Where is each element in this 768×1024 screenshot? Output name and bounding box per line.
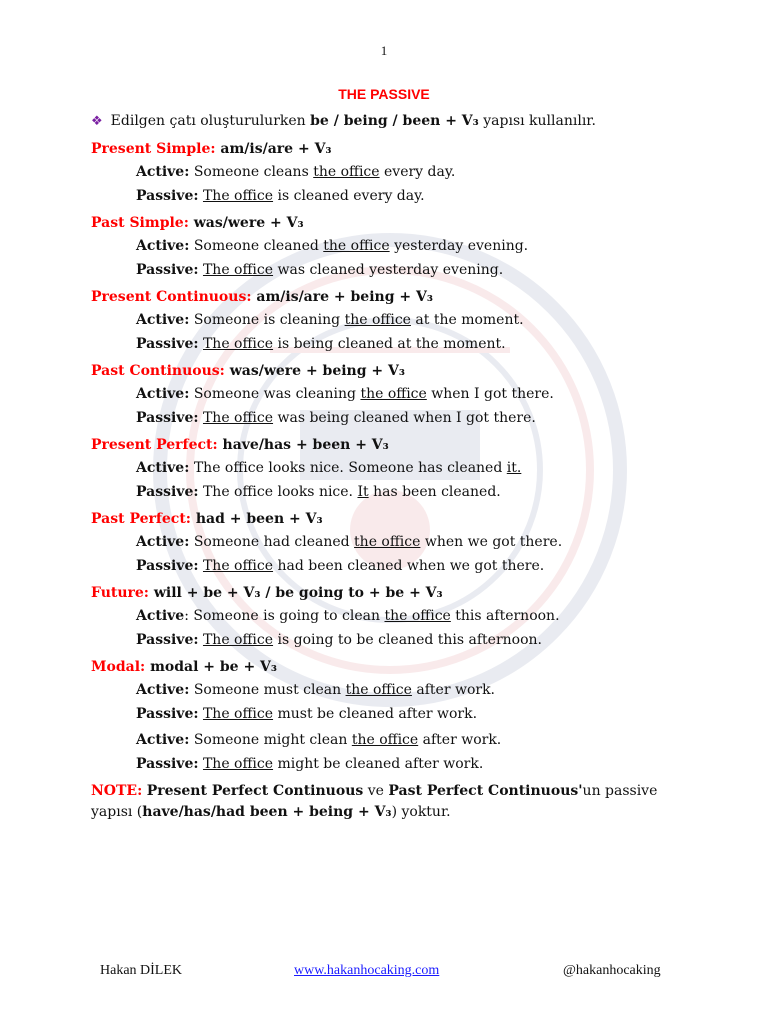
example-label: Passive: bbox=[136, 187, 199, 204]
section-label: Future: bbox=[91, 585, 149, 601]
section-heading bbox=[91, 285, 691, 309]
example-label: Active: bbox=[136, 534, 190, 550]
page-number: 1 bbox=[380, 43, 388, 58]
example-underlined-subject: It bbox=[357, 483, 369, 500]
section-heading bbox=[91, 507, 691, 531]
note-label: NOTE: bbox=[91, 783, 143, 799]
example-underlined-subject: The office bbox=[202, 187, 274, 204]
example-text-after: is cleaned every day. bbox=[273, 187, 425, 204]
example-underlined-subject: The office bbox=[202, 409, 274, 426]
example-text-before: Someone is cleaning bbox=[189, 312, 345, 328]
example-text-after: this afternoon. bbox=[450, 608, 560, 624]
example-sentence bbox=[136, 309, 691, 333]
example-label: Active: bbox=[136, 312, 190, 328]
section-heading bbox=[91, 655, 691, 679]
example-sentence bbox=[136, 555, 691, 579]
example-label: Active: bbox=[136, 732, 190, 748]
example-underlined-subject: it. bbox=[506, 460, 522, 476]
section-label: Past Continuous: bbox=[91, 363, 225, 379]
note-term-1: Present Perfect Continuous bbox=[146, 783, 364, 799]
example-sentence bbox=[136, 161, 691, 185]
example-text-after: when we got there. bbox=[420, 534, 563, 550]
section-heading bbox=[91, 359, 691, 383]
intro-formula: be / being / been + V₃ bbox=[310, 113, 479, 129]
example-sentence bbox=[136, 481, 691, 505]
example-sentence bbox=[136, 703, 691, 727]
example-label: Passive: bbox=[136, 557, 199, 574]
example-underlined-subject: The office bbox=[202, 755, 274, 772]
example-sentence bbox=[136, 679, 691, 703]
example-text-after: yesterday evening. bbox=[389, 238, 529, 254]
example-sentence bbox=[136, 259, 691, 283]
note-formula: have/has/had been + being + V₃ bbox=[142, 804, 392, 820]
example-text-after: is going to be cleaned this afternoon. bbox=[273, 631, 542, 648]
tense-section bbox=[91, 285, 691, 356]
section-formula: modal + be + V₃ bbox=[150, 659, 278, 675]
section-formula: had + been + V₃ bbox=[195, 511, 323, 527]
section-formula: was/were + V₃ bbox=[193, 215, 304, 231]
example-text-after: had been cleaned when we got there. bbox=[273, 557, 545, 574]
note-paragraph bbox=[91, 781, 691, 823]
section-label: Past Simple: bbox=[91, 215, 189, 231]
example-underlined-subject: The office bbox=[202, 335, 274, 352]
section-label: Present Continuous: bbox=[91, 289, 252, 305]
example-label: Active: bbox=[136, 460, 190, 476]
footer-website-link[interactable]: www.hakanhocaking.com bbox=[294, 963, 440, 978]
example-sentence bbox=[136, 729, 691, 753]
tense-section bbox=[91, 137, 691, 208]
example-sentence bbox=[136, 383, 691, 407]
section-label: Present Perfect: bbox=[91, 437, 218, 453]
example-label: Passive: bbox=[136, 705, 199, 722]
tense-sections bbox=[91, 137, 691, 823]
example-text-before: Someone was cleaning bbox=[189, 386, 361, 402]
example-label: Passive: bbox=[136, 483, 199, 500]
diamond-bullet-icon: ❖ bbox=[91, 114, 103, 129]
section-label: Present Simple: bbox=[91, 141, 216, 157]
example-text-after: was cleaned yesterday evening. bbox=[273, 261, 504, 278]
section-heading bbox=[91, 433, 691, 457]
tense-section bbox=[91, 507, 691, 578]
example-sentence bbox=[136, 333, 691, 357]
section-formula: have/has + been + V₃ bbox=[222, 437, 389, 453]
example-sentence bbox=[136, 531, 691, 555]
section-formula: am/is/are + being + V₃ bbox=[256, 289, 433, 305]
section-heading bbox=[91, 581, 691, 605]
tense-section bbox=[91, 359, 691, 430]
tense-section bbox=[91, 211, 691, 282]
example-sentence bbox=[136, 185, 691, 209]
footer-author: Hakan DİLEK bbox=[100, 963, 183, 978]
tense-section bbox=[91, 433, 691, 504]
example-underlined-subject: the office bbox=[360, 386, 427, 402]
page-title: THE PASSIVE bbox=[338, 86, 430, 102]
example-text-after: after work. bbox=[411, 682, 496, 698]
example-label: Passive: bbox=[136, 409, 199, 426]
example-text-after: might be cleaned after work. bbox=[273, 755, 484, 772]
note-text-after: un passive yapısı ( bbox=[91, 783, 658, 820]
example-text-before: Someone might clean bbox=[189, 732, 352, 748]
example-text-after: must be cleaned after work. bbox=[273, 705, 478, 722]
example-sentence bbox=[136, 235, 691, 259]
example-sentence bbox=[136, 753, 691, 777]
section-heading bbox=[91, 211, 691, 235]
example-sentence bbox=[136, 457, 691, 481]
example-underlined-subject: The office bbox=[202, 557, 274, 574]
example-underlined-subject: The office bbox=[202, 705, 274, 722]
example-label: Active: bbox=[136, 682, 190, 698]
example-text-before: Someone must clean bbox=[189, 682, 346, 698]
example-text-before: Someone cleaned bbox=[189, 238, 324, 254]
tense-section bbox=[91, 581, 691, 652]
example-sentence bbox=[136, 629, 691, 653]
example-label: Passive: bbox=[136, 755, 199, 772]
example-label: Active: bbox=[136, 386, 190, 402]
example-sentence bbox=[136, 605, 691, 629]
example-underlined-subject: the office bbox=[313, 164, 380, 180]
example-label: Passive: bbox=[136, 631, 199, 648]
example-underlined-subject: the office bbox=[345, 682, 412, 698]
section-label: Modal: bbox=[91, 659, 146, 675]
example-label: Active: bbox=[136, 238, 190, 254]
example-underlined-subject: The office bbox=[202, 261, 274, 278]
intro-line bbox=[91, 113, 596, 129]
section-spacer bbox=[91, 776, 691, 779]
example-underlined-subject: the office bbox=[344, 312, 411, 328]
example-text-after: after work. bbox=[418, 732, 502, 748]
example-text-after: when I got there. bbox=[426, 386, 554, 402]
section-label: Past Perfect: bbox=[91, 511, 191, 527]
example-underlined-subject: the office bbox=[351, 732, 419, 748]
footer-handle: @hakanhocaking bbox=[563, 963, 661, 978]
tense-section bbox=[91, 655, 691, 776]
example-text-after: has been cleaned. bbox=[368, 483, 501, 500]
example-text-after: at the moment. bbox=[410, 312, 524, 328]
intro-text-after: yapısı kullanılır. bbox=[478, 113, 596, 129]
example-underlined-subject: the office bbox=[323, 238, 390, 254]
example-label: Passive: bbox=[136, 335, 199, 352]
example-text-after: every day. bbox=[379, 164, 456, 180]
example-text-before: Someone cleans bbox=[189, 164, 314, 180]
section-formula: was/were + being + V₃ bbox=[229, 363, 405, 379]
note-text-end: ) yoktur. bbox=[391, 804, 451, 820]
example-label: Passive: bbox=[136, 261, 199, 278]
note-term-2: Past Perfect Continuous' bbox=[388, 783, 583, 799]
example-text-before: The office looks nice. bbox=[198, 483, 358, 500]
section-heading bbox=[91, 137, 691, 161]
section-formula: am/is/are + V₃ bbox=[220, 141, 332, 157]
example-text-after: is being cleaned at the moment. bbox=[273, 335, 506, 352]
section-formula: will + be + V₃ / be going to + be + V₃ bbox=[153, 585, 443, 601]
example-label: Active: bbox=[136, 164, 190, 180]
example-underlined-subject: The office bbox=[202, 631, 274, 648]
example-sentence bbox=[136, 407, 691, 431]
intro-text-before: Edilgen çatı oluşturulurken bbox=[110, 113, 311, 129]
note-joiner: ve bbox=[363, 783, 389, 799]
example-text-before: The office looks nice. Someone has cleaned bbox=[189, 460, 507, 476]
example-text-before: Someone had cleaned bbox=[189, 534, 355, 550]
example-label: Active bbox=[136, 608, 185, 624]
example-underlined-subject: the office bbox=[354, 534, 421, 550]
example-underlined-subject: the office bbox=[384, 608, 451, 624]
example-text-before: : Someone is going to clean bbox=[184, 608, 385, 624]
example-text-after: was being cleaned when I got there. bbox=[273, 409, 536, 426]
